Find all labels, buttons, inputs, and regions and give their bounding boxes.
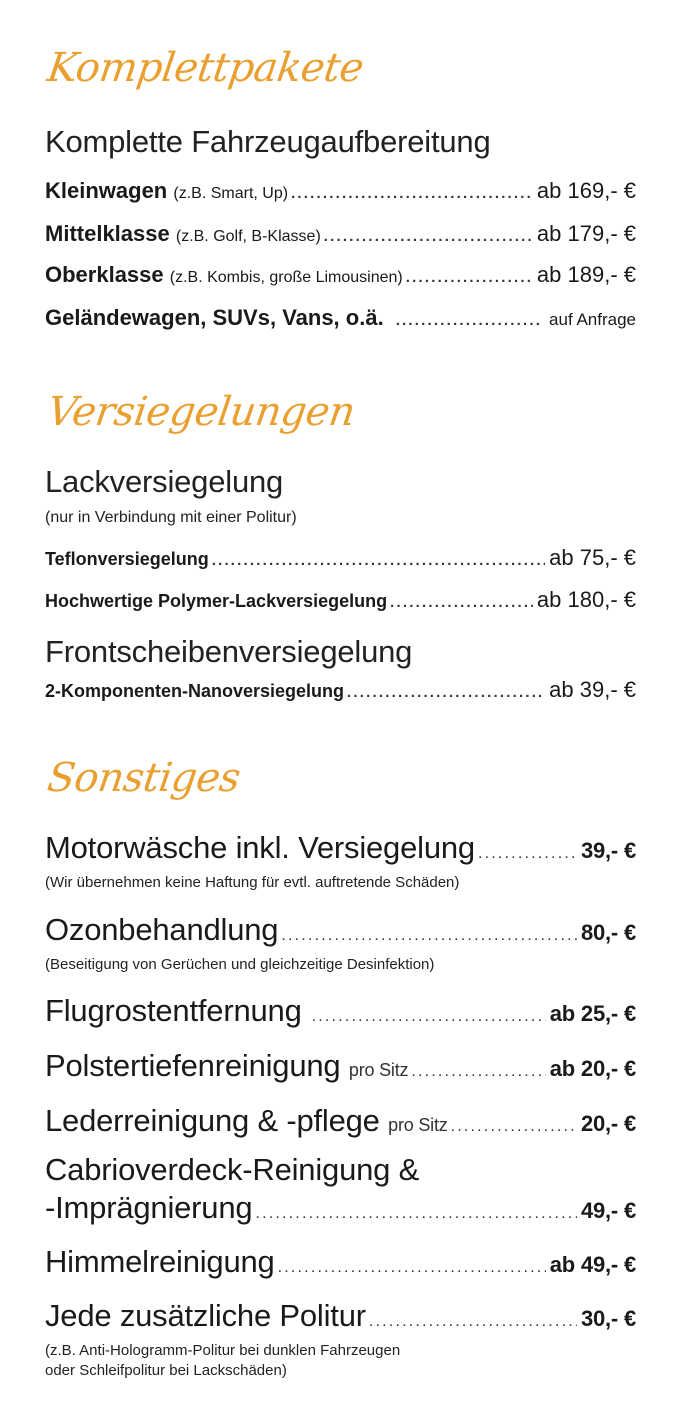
item-label: -Imprägnierung — [45, 1190, 253, 1225]
item-label: Hochwertige Polymer-Lackversiegelung — [45, 591, 388, 611]
price-row-polymer — [45, 587, 636, 613]
dot-leader — [255, 1205, 577, 1223]
price-row-oberklasse — [45, 262, 636, 288]
item-price: ab 189,- € — [536, 262, 636, 287]
dot-leader — [451, 1118, 577, 1136]
item-label: Motorwäsche inkl. Versiegelung — [45, 830, 475, 865]
heading-sonstiges: Sonstiges — [44, 755, 243, 801]
price-row-himmel — [45, 1244, 636, 1280]
price-row-mittelklasse — [45, 221, 636, 247]
item-suffix: pro Sitz — [388, 1115, 448, 1135]
item-price: ab 49,- € — [549, 1252, 636, 1277]
subtitle-frontscheibe: Frontscheibenversiegelung — [45, 634, 413, 669]
item-price: 39,- € — [580, 838, 636, 863]
item-price: ab 169,- € — [536, 178, 636, 203]
price-row-teflon — [45, 545, 636, 571]
item-label: Polstertiefenreinigung — [45, 1048, 341, 1083]
item-detail: (z.B. Golf, B-Klasse) — [175, 228, 321, 245]
dot-leader — [212, 552, 545, 569]
item-suffix: pro Sitz — [348, 1060, 409, 1080]
item-price: 30,- € — [580, 1306, 636, 1331]
note-motorwaesche: (Wir übernehmen keine Haftung für evtl. auftretende Schäden) — [45, 874, 460, 891]
item-price: ab 39,- € — [549, 677, 636, 702]
note-politur-line1: (z.B. Anti-Hologramm-Politur bei dunklen Fahrzeugen — [45, 1342, 401, 1359]
note-politur-line2: oder Schleifpolitur bei Lackschäden) — [45, 1362, 287, 1379]
item-label: Flugrostentfernung — [45, 993, 302, 1028]
item-detail: (z.B. Kombis, große Limousinen) — [169, 269, 403, 286]
item-price: ab 20,- € — [549, 1056, 636, 1081]
dot-leader — [369, 1313, 577, 1331]
price-row-polster — [45, 1048, 636, 1084]
note-lackversiegelung: (nur in Verbindung mit einer Politur) — [45, 509, 297, 526]
item-label: Mittelklasse — [45, 221, 170, 246]
dot-leader — [390, 594, 533, 611]
dot-leader — [324, 228, 533, 245]
item-price: 80,- € — [580, 920, 636, 945]
item-detail: (z.B. Smart, Up) — [173, 185, 289, 202]
dot-leader — [478, 845, 577, 863]
dot-leader — [406, 269, 533, 286]
heading-komplettpakete: Komplettpakete — [44, 45, 367, 91]
note-ozon: (Beseitigung von Gerüchen und gleichzeitige Desinfektion) — [45, 956, 435, 973]
dot-leader — [291, 185, 533, 202]
subtitle-lackversiegelung: Lackversiegelung — [45, 464, 284, 499]
item-price: ab 180,- € — [536, 587, 636, 612]
item-price: ab 179,- € — [536, 221, 636, 246]
price-row-politur — [45, 1298, 636, 1334]
item-price: 20,- € — [580, 1111, 636, 1136]
price-row-motorwaesche — [45, 830, 636, 866]
label-cabrio-line1: Cabrioverdeck-Reinigung & — [45, 1152, 420, 1187]
item-label: Ozonbehandlung — [45, 912, 279, 947]
dot-leader — [281, 927, 577, 945]
item-label: Lederreinigung & -pflege — [45, 1103, 380, 1138]
item-label: Jede zusätzliche Politur — [45, 1298, 366, 1333]
dot-leader — [312, 1008, 546, 1026]
dot-leader — [411, 1063, 545, 1081]
price-row-cabrio — [45, 1190, 636, 1226]
item-label: 2-Komponenten-Nanoversiegelung — [45, 681, 345, 701]
dot-leader — [396, 312, 539, 329]
item-label: Himmelreinigung — [45, 1244, 275, 1279]
price-row-kleinwagen — [45, 178, 636, 204]
item-price: 49,- € — [580, 1198, 636, 1223]
heading-versiegelungen: Versiegelungen — [44, 389, 358, 435]
price-row-leder — [45, 1103, 636, 1139]
dot-leader — [278, 1259, 546, 1277]
item-price: auf Anfrage — [549, 310, 636, 329]
item-label: Kleinwagen — [45, 178, 168, 203]
price-row-flugrost — [45, 993, 636, 1029]
item-price: ab 75,- € — [549, 545, 636, 570]
price-row-ozon — [45, 912, 636, 948]
subtitle-fahrzeugaufbereitung: Komplette Fahrzeugaufbereitung — [45, 124, 491, 159]
item-label: Oberklasse — [45, 262, 164, 287]
item-price: ab 25,- € — [549, 1001, 636, 1026]
price-row-gelaendewagen — [45, 305, 636, 331]
item-label: Geländewagen, SUVs, Vans, o.ä. — [45, 305, 384, 330]
price-row-nano — [45, 677, 636, 703]
dot-leader — [347, 684, 545, 701]
item-label: Teflonversiegelung — [45, 549, 209, 569]
